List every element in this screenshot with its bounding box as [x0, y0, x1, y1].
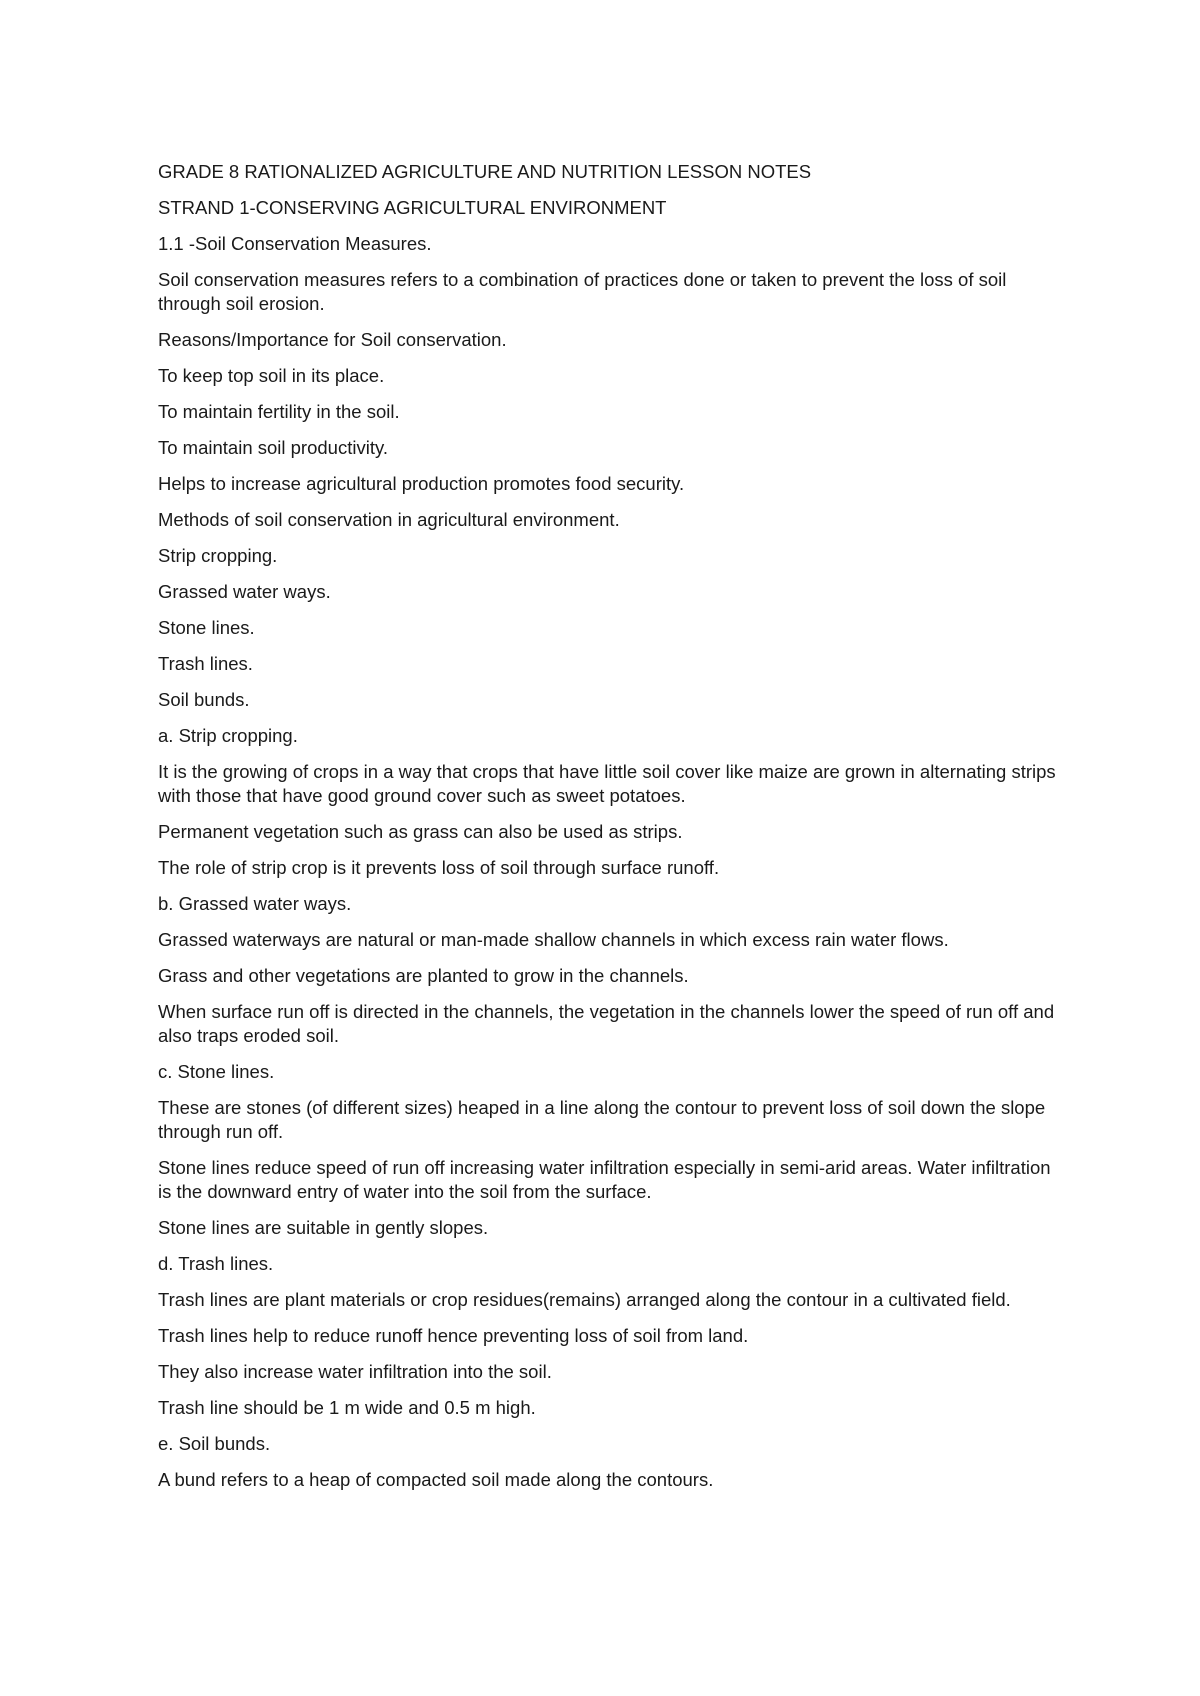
reason-item: To keep top soil in its place. [158, 365, 385, 386]
reasons-heading: Reasons/Importance for Soil conservation. [158, 329, 507, 350]
reason-item: Helps to increase agricultural production promotes food security. [158, 473, 685, 494]
grassed-waterways-paragraph: When surface run off is directed in the channels, the vegetation in the channels lower the speed of run off and also traps eroded soil. [158, 1001, 1055, 1046]
grassed-waterways-paragraph: Grassed waterways are natural or man-made shallow channels in which excess rain water flows. [158, 929, 949, 950]
document-body [158, 160, 1058, 1504]
strip-cropping-heading: a. Strip cropping. [158, 725, 298, 746]
stone-lines-heading: c. Stone lines. [158, 1061, 275, 1082]
method-item: Trash lines. [158, 653, 253, 674]
method-item: Stone lines. [158, 617, 255, 638]
trash-lines-paragraph: They also increase water infiltration into the soil. [158, 1361, 552, 1382]
strip-cropping-paragraph: Permanent vegetation such as grass can also be used as strips. [158, 821, 683, 842]
methods-heading: Methods of soil conservation in agricultural environment. [158, 509, 620, 530]
method-item: Grassed water ways. [158, 581, 331, 602]
trash-lines-paragraph: Trash lines help to reduce runoff hence preventing loss of soil from land. [158, 1325, 749, 1346]
stone-lines-paragraph: These are stones (of different sizes) heaped in a line along the contour to prevent loss of soil down the slope through run off. [158, 1097, 1046, 1142]
trash-lines-paragraph: Trash lines are plant materials or crop residues(remains) arranged along the contour in a cultivated field. [158, 1289, 1011, 1310]
soil-bunds-paragraph: A bund refers to a heap of compacted soil made along the contours. [158, 1469, 714, 1490]
method-item: Strip cropping. [158, 545, 278, 566]
trash-lines-paragraph: Trash line should be 1 m wide and 0.5 m high. [158, 1397, 536, 1418]
reason-item: To maintain fertility in the soil. [158, 401, 400, 422]
strand-heading: STRAND 1-CONSERVING AGRICULTURAL ENVIRONMENT [158, 197, 667, 218]
reason-item: To maintain soil productivity. [158, 437, 388, 458]
method-item: Soil bunds. [158, 689, 250, 710]
strip-cropping-paragraph: The role of strip crop is it prevents loss of soil through surface runoff. [158, 857, 720, 878]
document-title: GRADE 8 RATIONALIZED AGRICULTURE AND NUTRITION LESSON NOTES [158, 161, 812, 182]
strip-cropping-paragraph: It is the growing of crops in a way that crops that have little soil cover like maize are grown in alternating strips with those that have good ground cover such as sweet potatoes. [158, 761, 1056, 806]
stone-lines-paragraph: Stone lines reduce speed of run off increasing water infiltration especially in semi-arid areas. Water infiltration is the downward entry of water into the soil from the surface. [158, 1157, 1051, 1202]
stone-lines-paragraph: Stone lines are suitable in gently slopes. [158, 1217, 489, 1238]
grassed-waterways-paragraph: Grass and other vegetations are planted to grow in the channels. [158, 965, 689, 986]
definition-paragraph: Soil conservation measures refers to a combination of practices done or taken to prevent the loss of soil through soil erosion. [158, 269, 1007, 314]
trash-lines-heading: d. Trash lines. [158, 1253, 274, 1274]
grassed-waterways-heading: b. Grassed water ways. [158, 893, 352, 914]
section-heading: 1.1 -Soil Conservation Measures. [158, 233, 432, 254]
soil-bunds-heading: e. Soil bunds. [158, 1433, 271, 1454]
